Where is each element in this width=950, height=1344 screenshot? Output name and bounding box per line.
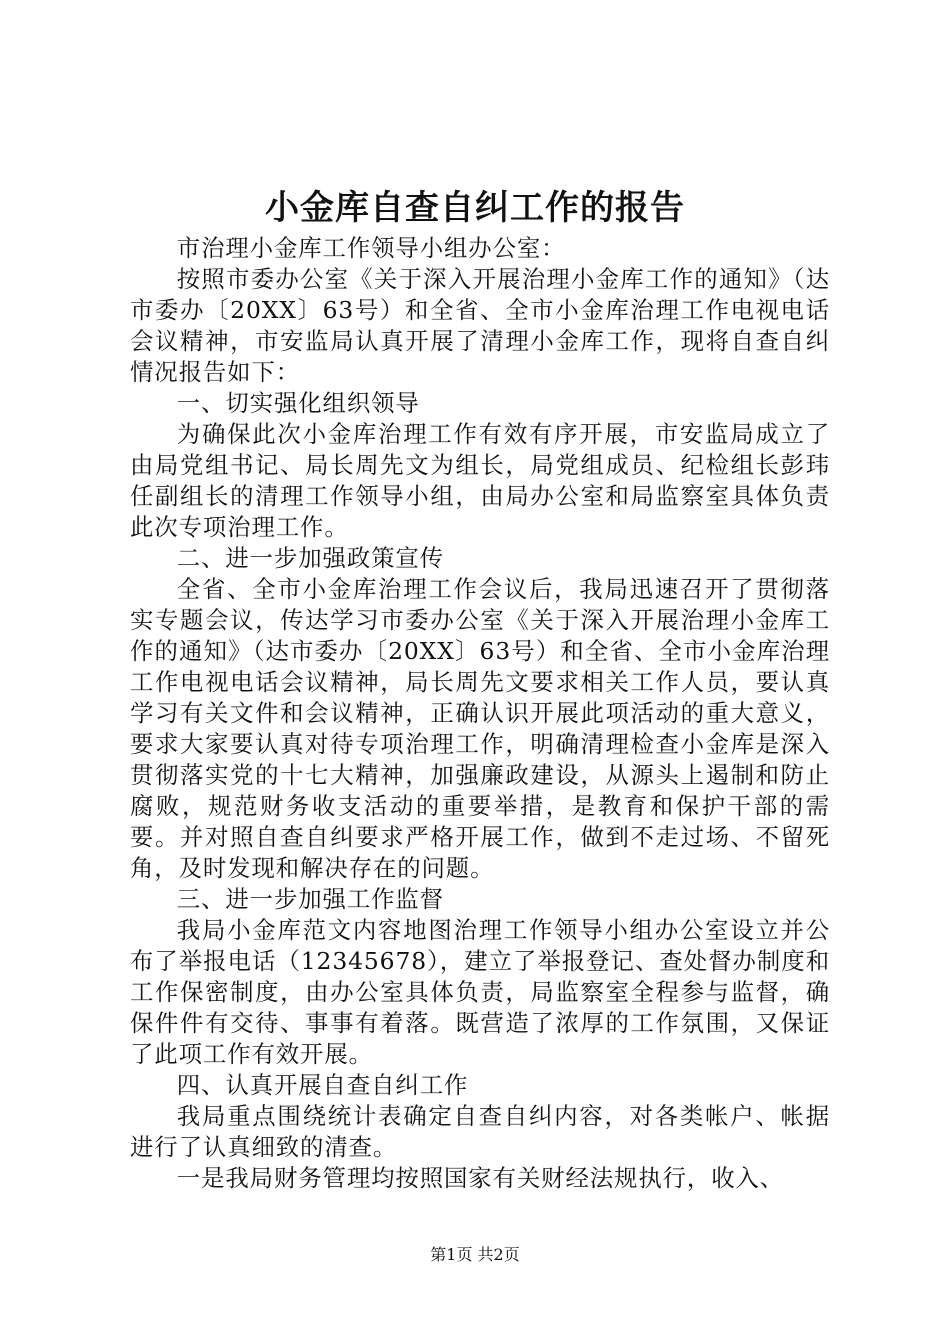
section-paragraph-4: 我局重点围绕统计表确定自查自纠内容，对各类帐户、帐据进行了认真细致的清查。 (130, 1102, 830, 1161)
section-heading-3: 三、进一步加强工作监督 (176, 885, 444, 913)
salutation: 市治理小金库工作领导小组办公室： (176, 234, 566, 262)
section-paragraph-3: 我局小金库范文内容地图治理工作领导小组办公室设立并公布了举报电话（12345678），建立了举报登记、查处督办制度和工作保密制度，由办公室具体负责，局监察室全程参与监督，确保件件有交待、事事有着落。既营造了浓厚的工作氛围，又保证了此项工作有效开展。 (130, 916, 830, 1068)
page-footer: 第1页 共2页 (430, 1245, 520, 1264)
section-paragraph-2: 全省、全市小金库治理工作会议后，我局迅速召开了贯彻落实专题会议，传达学习市委办公室《关于深入开展治理小金库工作的通知》（达市委办〔20XX〕63号）和全省、全市小金库治理工作电视电话会议精神，局长周先文要求相关工作人员，要认真学习有关文件和会议精神，正确认识开展此项活动的重大意义，要求大家要认真对待专项治理工作，明确清理检查小金库是深入贯彻落实党的十七大精神，加强廉政建设，从源头上遏制和防止腐败，规范财务收支活动的重要举措，是教育和保护干部的需要。并对照自查自纠要求严格开展工作，做到不走过场、不留死角，及时发现和解决存在的问题。 (130, 575, 830, 882)
section-heading-2: 二、进一步加强政策宣传 (176, 544, 444, 572)
section-paragraph-1: 为确保此次小金库治理工作有效有序开展，市安监局成立了由局党组书记、局长周先文为组长，局党组成员、纪检组长彭玮任副组长的清理工作领导小组，由局办公室和局监察室具体负责此次专项治理工作。 (130, 420, 830, 541)
section-heading-4: 四、认真开展自查自纠工作 (176, 1071, 469, 1099)
intro-paragraph: 按照市委办公室《关于深入开展治理小金库工作的通知》（达市委办〔20XX〕63号）和全省、全市小金库治理工作电视电话会议精神，市安监局认真开展了清理小金库工作，现将自查自纠情况报告如下： (130, 265, 830, 386)
document-body (130, 233, 830, 1194)
section-heading-1: 一、切实强化组织领导 (176, 389, 420, 417)
section-paragraph-5: 一是我局财务管理均按照国家有关财经法规执行，收入、 (176, 1164, 785, 1192)
document-title: 小金库自查自纠工作的报告 (265, 188, 685, 228)
